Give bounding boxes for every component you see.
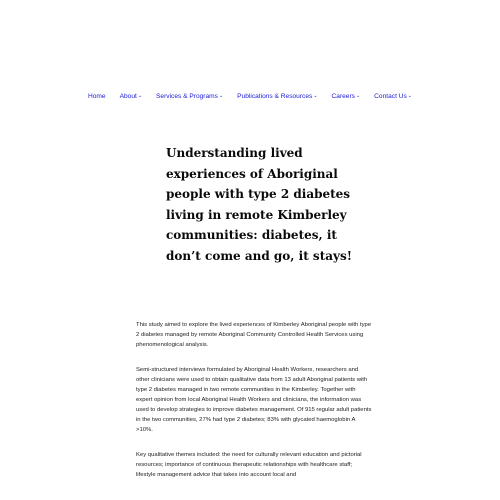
chevron-down-icon: ⌄	[218, 93, 224, 99]
article-paragraph: Key qualitative themes included: the need for culturally relevant education and pictorial resources; importance of continuous therapeutic relationships with healthcare staff; lifestyle management advice that takes into account local and	[136, 452, 362, 478]
nav-item-label: Contact Us	[374, 93, 407, 100]
main-navigation	[0, 91, 500, 103]
nav-item-label: Home	[88, 93, 106, 100]
chevron-down-icon: ⌄	[313, 93, 318, 99]
nav-item-label: Services & Programs	[156, 93, 218, 100]
page-title: Understanding lived experiences of Aboriginal people with type 2 diabetes living in remote Kimberley communities: diabetes, it don’t come and go, it stays!	[166, 146, 353, 263]
article-body	[136, 320, 372, 495]
article-paragraph: This study aimed to explore the lived experiences of Kimberley Aboriginal people with type 2 diabetes managed by remote Aboriginal Community Controlled Health Services using phenomenological analysis.	[136, 322, 372, 348]
nav-item-label: Publications & Resources	[237, 93, 313, 100]
nav-item-home[interactable]	[88, 91, 106, 103]
chevron-down-icon: ⌄	[137, 93, 143, 99]
nav-item-about[interactable]	[120, 91, 142, 103]
article-paragraph: Semi-structured interviews formulated by Aboriginal Health Workers, researchers and other clinicians were used to obtain qualitative data from 13 adult Aboriginal patients with type 2 diabetes managed in two remote communities in the Kimberley. Together with expert opinion from local Aboriginal Health Workers and clinicians, the information was used to develop strategies to improve diabetes management. Of 915 regular adult patients in the two communities, 27% had type 2 diabetes; 83% with glycated haemoglobin A >10%.	[136, 367, 372, 433]
chevron-down-icon: ⌄	[407, 93, 412, 99]
nav-item-publications-resources[interactable]	[237, 91, 317, 103]
nav-item-services-programs[interactable]	[156, 91, 223, 103]
nav-item-label: About	[119, 93, 137, 100]
nav-item-label: Careers	[331, 93, 355, 100]
chevron-down-icon: ⌄	[355, 93, 361, 99]
nav-item-contact-us[interactable]	[374, 91, 412, 103]
nav-item-careers[interactable]	[332, 91, 361, 103]
